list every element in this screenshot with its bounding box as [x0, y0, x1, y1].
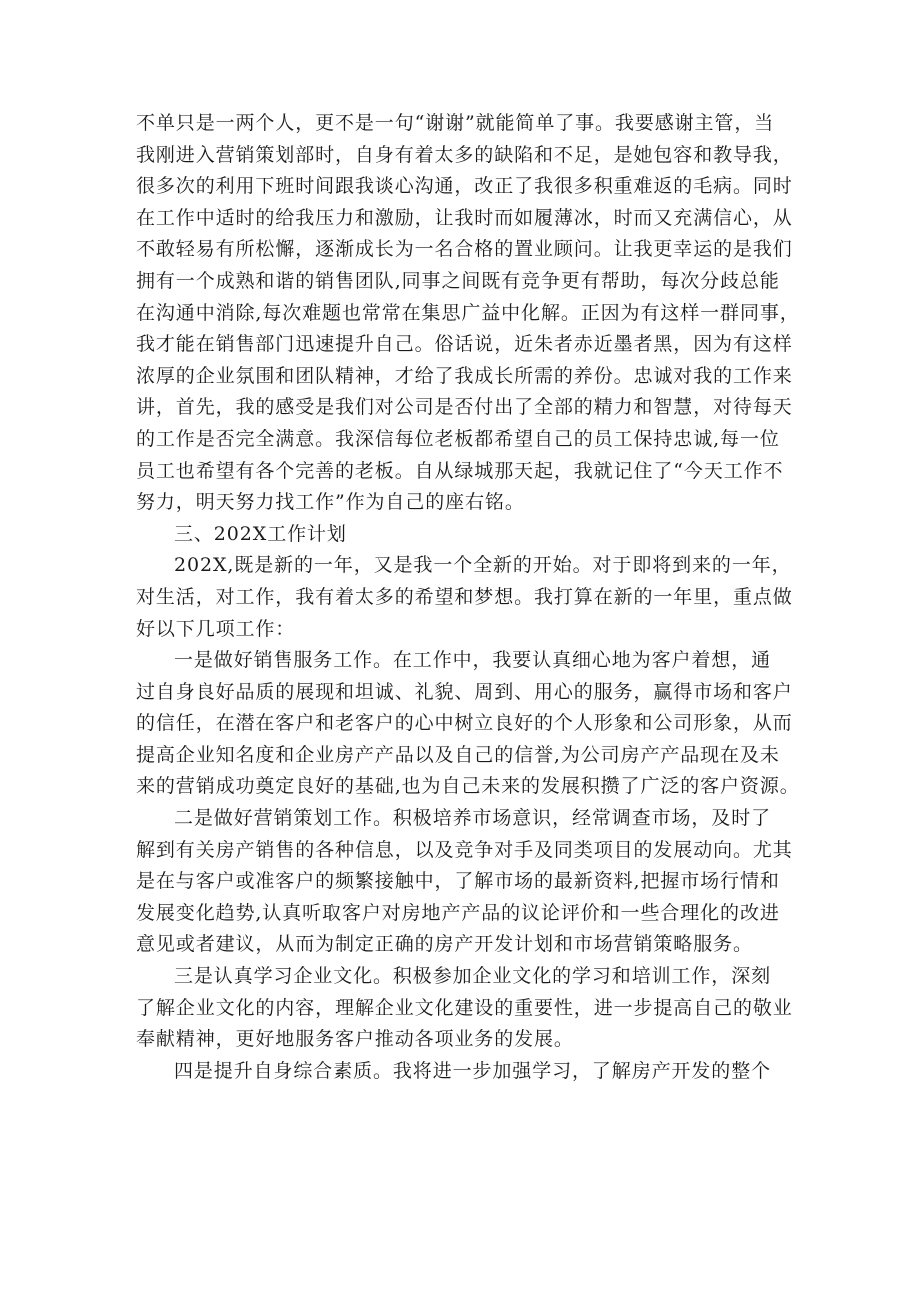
document-body: [136, 108, 800, 1087]
text-line: 在工作中适时的给我压力和激励，让我时而如履薄冰，时而又充满信心，从: [136, 206, 793, 229]
text-line: 提高企业知名度和企业房产产品以及自己的信誉,为公司房产产品现在及未: [136, 743, 780, 766]
text-line: 浓厚的企业氛围和团队精神，才给了我成长所需的养份。忠诚对我的工作来: [136, 364, 793, 387]
text-line: 员工也希望有各个完善的老板。自从绿城那天起，我就记住了“今天工作不: [136, 459, 784, 482]
text-line: 三、202X工作计划: [174, 522, 347, 545]
text-line: 202X,既是新的一年，又是我一个全新的开始。对于即将到来的一年，: [174, 554, 792, 577]
text-line: 过自身良好品质的展现和坦诚、礼貌、周到、用心的服务，赢得市场和客户: [136, 680, 793, 703]
text-line: 对生活，对工作，我有着太多的希望和梦想。我打算在新的一年里，重点做: [136, 585, 793, 608]
text-line: 发展变化趋势,认真听取客户对房地产产品的议论评价和一些合理化的改进: [136, 901, 780, 924]
text-line: 很多次的利用下班时间跟我谈心沟通，改正了我很多积重难返的毛病。同时: [136, 175, 793, 198]
text-line: 是在与客户或准客户的频繁接触中，了解市场的最新资料,把握市场行情和: [136, 870, 780, 893]
text-line: 四是提升自身综合素质。我将进一步加强学习，了解房产开发的整个: [174, 1059, 772, 1082]
text-line: 我才能在销售部门迅速提升自己。俗话说，近朱者赤近墨者黑，因为有这样: [136, 333, 793, 356]
text-line: 来的营销成功奠定良好的基础,也为自己未来的发展积攒了广泛的客户资源。: [136, 775, 800, 798]
text-line: 好以下几项工作：: [136, 617, 296, 640]
text-line: 三是认真学习企业文化。积极参加企业文化的学习和培训工作，深刻: [174, 965, 772, 988]
text-line: 二是做好营销策划工作。积极培养市场意识，经常调查市场，及时了: [174, 807, 772, 830]
text-line: 不敢轻易有所松懈，逐渐成长为一名合格的置业顾问。让我更幸运的是我们: [136, 238, 793, 261]
text-line: 努力，明天努力找工作”作为自己的座右铭。: [136, 491, 525, 514]
text-line: 不单只是一两个人，更不是一句“谢谢”就能简单了事。我要感谢主管，当: [136, 112, 775, 134]
text-line: 讲，首先，我的感受是我们对公司是否付出了全部的精力和智慧，对待每天: [136, 396, 793, 419]
text-line: 的工作是否完全满意。我深信每位老板都希望自己的员工保持忠诚,每一位: [136, 427, 780, 450]
text-line: 解到有关房产销售的各种信息，以及竞争对手及同类项目的发展动向。尤其: [136, 838, 793, 861]
text-line: 意见或者建议，从而为制定正确的房产开发计划和市场营销策略服务。: [136, 933, 753, 956]
text-line: 奉献精神，更好地服务客户推动各项业务的发展。: [136, 1028, 574, 1051]
text-line: 的信任，在潜在客户和老客户的心中树立良好的个人形象和公司形象，从而: [136, 712, 793, 735]
text-line: 了解企业文化的内容，理解企业文化建设的重要性，进一步提高自己的敬业: [136, 996, 793, 1019]
text-line: 拥有一个成熟和谐的销售团队,同事之间既有竞争更有帮助，每次分歧总能: [136, 269, 780, 292]
text-line: 一是做好销售服务工作。在工作中，我要认真细心地为客户着想，通: [174, 649, 772, 672]
text-line: 在沟通中消除,每次难题也常常在集思广益中化解。正因为有这样一群同事，: [136, 301, 800, 324]
text-line: 我刚进入营销策划部时，自身有着太多的缺陷和不足，是她包容和教导我，: [136, 143, 793, 166]
